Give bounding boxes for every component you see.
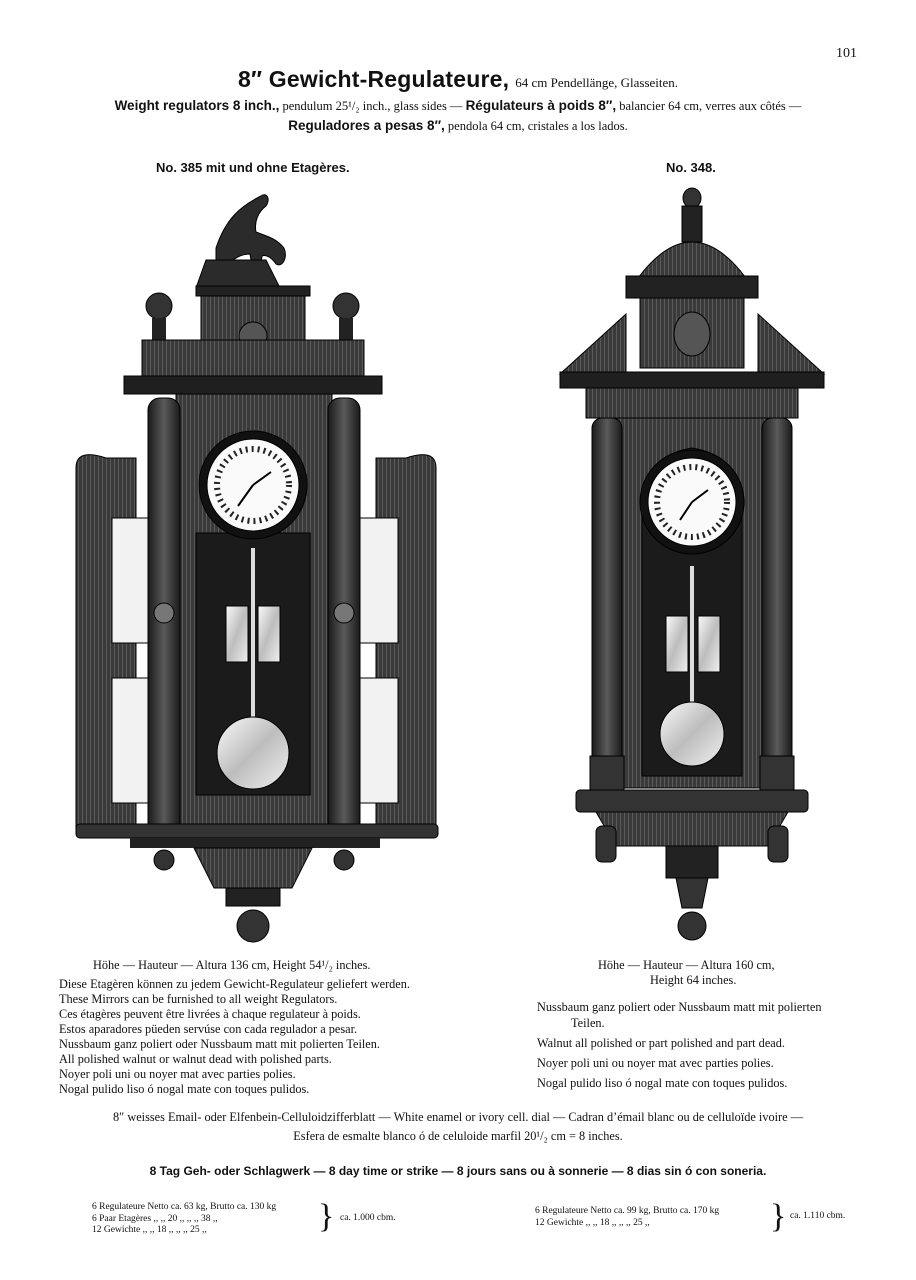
right-desc-line: Walnut all polished or part polished and part dead. [537,1036,785,1050]
subtitle-fr-bold: Régulateurs à poids 8″, [465,98,617,113]
shipping-row: 6 Regulateure Netto ca. 99 kg, Brutto ca. 170 kg [535,1206,720,1216]
shipping-row: 6 Paar Etagères ,, ,, 20 ,, ,, ,, 38 ,, [92,1213,218,1224]
subtitle-line-2 [0,118,916,134]
clock-348-illustration [556,186,828,946]
subtitle-es-bold: Reguladores a pesas 8″, [288,118,445,133]
shipping-right [535,1206,719,1229]
shipping-left-volume: ca. 1.000 cbm. [340,1213,396,1223]
right-desc-line: Noyer poli uni ou noyer mat avec parties polies. [537,1056,774,1070]
page-title [0,66,916,93]
right-desc-line: Nogal pulido liso ó nogal mate con toques pulidos. [537,1076,788,1090]
right-desc-line: Teilen. [571,1016,605,1030]
shipping-left-brace: } [318,1198,335,1235]
subtitle-es: pendola 64 cm, cristales a los lados. [447,119,628,133]
clock-385-illustration [66,188,446,953]
horse-statue [196,195,285,288]
page-number: 101 [836,46,857,61]
subtitle-en: pendulum 25¹/₂ inch., glass sides — [282,99,463,113]
left-desc-line: All polished walnut or walnut dead with polished parts. [59,1052,332,1066]
left-desc-line: Diese Etagèren können zu jedem Gewicht-Regulateur geliefert werden. [59,977,410,991]
subtitle-fr: balancier 64 cm, verres aux côtés — [619,99,802,113]
dial-text-1: 8″ weisses Email- oder Elfenbein-Celluloidzifferblatt — White enamel or ivory cell. dial — Cadran d’émail blanc ou de celluloïde ivoire — [112,1110,803,1124]
right-description [537,997,821,1093]
shipping-right-brace: } [770,1198,787,1235]
left-desc-line: Ces étagères peuvent être livrées à chaque regulateur à poids. [59,1007,361,1021]
left-desc-line: Nogal pulido liso ó nogal mate con toques pulidos. [59,1082,310,1096]
right-height: Höhe — Hauteur — Altura 160 cm, Height 64 inches. [598,958,775,987]
shipping-row: 6 Regulateure Netto ca. 63 kg, Brutto ca. 130 kg [92,1202,277,1212]
dial-text-2: Esfera de esmalte blanco ó de celuloide marfil 20¹/₂ cm = 8 inches. [293,1129,623,1143]
left-desc-line: These Mirrors can be furnished to all weight Regulators. [59,992,338,1006]
left-desc-line: Nussbaum ganz poliert oder Nussbaum matt mit polierten Teilen. [59,1037,380,1051]
right-desc-line: Nussbaum ganz poliert oder Nussbaum matt mit polierten [537,1000,822,1014]
subtitle-en-bold: Weight regulators 8 inch., [114,98,280,113]
left-desc-line: Estos aparadores püeden servúse con cada regulador a pesar. [59,1022,358,1036]
shipping-row: 12 Gewichte ,, ,, 18 ,, ,, ,, 25 ,, [535,1217,650,1228]
left-model-label: No. 385 mit und ohne Etagères. [156,160,350,175]
works-text: 8 Tag Geh- oder Schlagwerk — 8 day time or strike — 8 jours sans ou à sonnerie — 8 dias sin ó con soneria. [149,1164,767,1178]
shipping-row: 12 Gewichte ,, ,, 18 ,, ,, ,, 25 ,, [92,1225,207,1235]
title-main: 8″ Gewicht-Regulateure, [237,66,510,92]
left-height: Höhe — Hauteur — Altura 136 cm, Height 54¹/₂ inches. [93,958,371,972]
title-sub: 64 cm Pendellänge, Glasseiten. [515,75,679,90]
shipping-right-volume: ca. 1.110 cbm. [790,1211,846,1221]
right-model-label: No. 348. [666,160,716,175]
left-desc-line: Noyer poli uni ou noyer mat avec parties polies. [59,1067,296,1081]
subtitle-line-1 [0,98,916,114]
left-description [59,977,410,1097]
shipping-left [92,1202,276,1237]
